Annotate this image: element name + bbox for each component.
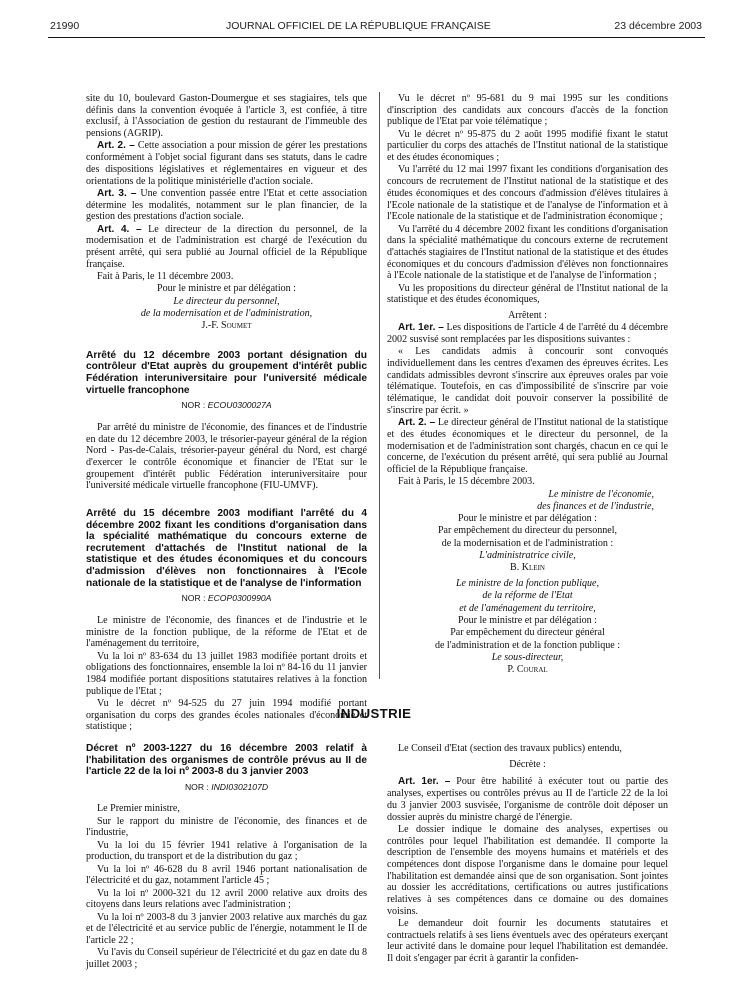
signature-line: Pour le ministre et par délégation :	[458, 614, 597, 626]
article-1	[387, 776, 668, 823]
decree-paragraph: Sur le rapport du ministre de l'économie, des finances et de l'industrie,	[86, 815, 367, 839]
article-text: Cette association a pour mission de gérer les prestations conformément à l'objet social figurant dans ses statuts, dans le cadre des dispositions législatives et réglementaires en vigueur et des orientations de la politique ministérielle d'action sociale.	[86, 140, 368, 187]
article-3	[86, 188, 367, 223]
decrete-heading: Décrète :	[509, 758, 546, 770]
place-date: Fait à Paris, le 15 décembre 2003.	[398, 476, 535, 488]
article-1	[387, 322, 668, 345]
signatory-name: P. Coural	[507, 664, 548, 676]
conseil-line: Le Conseil d'Etat (section des travaux publics) entendu,	[398, 743, 622, 754]
journal-title: JOURNAL OFFICIEL DE LA RÉPUBLIQUE FRANÇAISE	[226, 20, 491, 32]
signature-line: de l'administration et de la fonction publique :	[434, 639, 621, 651]
signature-line: de la réforme de l'Etat	[482, 590, 573, 602]
article-text: Le directeur général de l'Institut national de la statistique et des études économiques et le directeur du personnel, de la modernisation et de l'administration sont chargés, chacun en ce qui le concerne, de l'exécution du présent arrêté, qui sera publié au Journal officiel de la République française.	[387, 417, 669, 475]
signature-line: Le ministre de la fonction publique,	[455, 578, 600, 590]
visa-paragraph: Vu la loi nº 83-634 du 13 juillet 1983 modifiée portant droits et obligations des fonctionnaires, ensemble la loi nº 84-16 du 11 janvier 1984 modifiée portant dispositions statutaires relatives à la fonction publique de l'Etat ;	[86, 650, 367, 697]
nor-reference	[86, 593, 367, 605]
continuation-paragraph: site du 10, boulevard Gaston-Doumergue et ses stagiaires, tels que définis dans la convention évoquée à l'article 3, est confiée, à titre exclusif, à l'Association de gestion du restaurant de l'immeuble des pensions (AGRIP).	[86, 93, 367, 140]
arretent-heading: Arrêtent :	[508, 310, 547, 322]
article-text: Pour être habilité à exécuter tout ou partie des analyses, expertises ou contrôles prévus au II de l'article 22 de la loi du 3 janvier 2003 susvisée, l'organisme de contrôle doit déposer un dossier auprès du ministre chargé de l'énergie.	[387, 776, 669, 823]
article-label: Art. 2. –	[398, 417, 436, 429]
place-date: Fait à Paris, le 11 décembre 2003.	[97, 270, 234, 282]
article-label: Art. 3. –	[97, 187, 137, 199]
visa-paragraph: Vu l'arrêté du 4 décembre 2002 fixant les conditions d'organisation dans la spécialité mathématique du concours externe de recrutement d'attachés stagiaires de l'Institut national de la statistique et des études économiques et du concours d'admission d'élèves non fonctionnaires à l'Ecole nationale de la statistique et de l'analyse de l'information ;	[387, 223, 668, 282]
nor-label: NOR :	[184, 781, 209, 792]
nor-reference	[86, 400, 367, 412]
decision-title: Arrêté du 12 décembre 2003 portant désignation du contrôleur d'Etat auprès du groupement d'intérêt public Fédération interuniversitaire pour l'université médicale virtuelle francophone	[86, 349, 367, 396]
page-number: 21990	[50, 20, 80, 32]
signatory-name: J.-F. Soumet	[201, 320, 252, 332]
article-text: Le directeur de la direction du personnel, de la modernisation et de l'administration est chargé de l'exécution du présent arrêté, qui sera publié au Journal officiel de la République française.	[86, 223, 367, 270]
signature-line: Pour le ministre et par délégation :	[458, 513, 597, 525]
nor-value: ECOU0300027A	[207, 400, 272, 411]
decision-intro: Le ministre de l'économie, des finances et de l'industrie et le ministre de la fonction publique, de la réforme de l'Etat et de l'aménagement du territoire,	[86, 614, 367, 650]
visa-paragraph: Vu le décret nº 95-681 du 9 mai 1995 sur les conditions d'inscription des candidats aux concours d'accès de la fonction publique de l'Etat par voie télématique ;	[387, 93, 668, 128]
header-rule	[48, 37, 705, 38]
decree-paragraph: Le demandeur doit fournir les documents statutaires et contractuels relatifs à ses liens éventuels avec des opérateurs exerçant leur activité dans le domaine pour lequel l'habilitation est demandée. Il doit s'engager par écrit à garantir la confiden-	[387, 918, 668, 965]
nor-value: ECOP0300990A	[207, 593, 272, 604]
article-label: Art. 2. –	[97, 140, 135, 152]
nor-value: INDI0302107D	[211, 781, 269, 792]
signature-line: de la modernisation et de l'administration,	[140, 307, 313, 319]
decree-paragraph: Le dossier indique le domaine des analyses, expertises ou contrôles pour lequel l'habilitation est demandée. Il comporte la description de l'ensemble des moyens humains et matériels et des compétences dont dispose l'organisme dans le domaine pour lequel l'habilitation est demandée ainsi que de son organisation. Sont jointes au dossier les accréditations, certifications ou autres justifications relatives à ses compétences dans ce domaine ou des domaines voisins.	[387, 823, 668, 917]
signature-line: L'administratrice civile,	[479, 550, 576, 562]
decree-paragraph: Le Premier ministre,	[97, 803, 180, 815]
upper-right-column	[387, 93, 668, 676]
running-header	[0, 0, 748, 40]
column-rule	[379, 92, 380, 679]
signature-line: et de l'aménagement du territoire,	[459, 602, 596, 614]
visa-paragraph: Vu le décret nº 94-525 du 27 juin 1994 modifié portant organisation du corps des grandes écoles nationales d'économie et statistique ;	[86, 698, 367, 733]
upper-left-column	[86, 93, 367, 734]
lower-left-column	[86, 733, 367, 971]
decree-paragraph: Vu l'avis du Conseil supérieur de l'électricité et du gaz en date du 8 juillet 2003 ;	[86, 947, 367, 971]
signature-line: Le sous-directeur,	[491, 651, 564, 663]
article-2	[387, 417, 668, 476]
section-heading: INDUSTRIE	[336, 706, 412, 721]
signatory-name: B. Klein	[510, 562, 545, 574]
decree-title: Décret nº 2003-1227 du 16 décembre 2003 relatif à l'habilitation des organismes de contrôle prévus au II de l'article 22 de la loi nº 2003-8 du 3 janvier 2003	[86, 743, 367, 778]
quoted-provision: « Les candidats admis à concourir sont convoqués individuellement dans les centres d'examen des épreuves écrites. Les candidats admissibles devront s'inscrire aux épreuves orales par voie télématique. Toutefois, en cas d'impossibilité de s'inscrire par voie télématique, le candidat doit pouvoir conserver la possibilité de s'inscrire par écrit. »	[387, 346, 668, 416]
signature-line: de la modernisation et de l'administration :	[441, 537, 614, 549]
signature-line: Le ministre de l'économie,	[548, 488, 654, 500]
nor-label: NOR :	[181, 593, 206, 604]
decree-paragraph: Vu la loi nº 46-628 du 8 avril 1946 portant nationalisation de l'électricité et du gaz, notamment l'article 45 ;	[86, 863, 367, 887]
article-text: Les dispositions de l'article 4 de l'arrêté du 4 décembre 2002 susvisé sont remplacées par les dispositions suivantes :	[387, 322, 668, 346]
decree-paragraph: Vu la loi du 15 février 1941 relative à l'organisation de la production, du transport et de la distribution du gaz ;	[86, 839, 367, 863]
decision-title: Arrêté du 15 décembre 2003 modifiant l'arrêté du 4 décembre 2002 fixant les conditions d'organisation dans la spécialité mathématique du concours externe de recrutement d'attachés de l'Institut national de la statistique et des études économiques et du concours d'admission d'élèves non fonctionnaires à l'Ecole nationale de la statistique et de l'analyse de l'information	[86, 508, 367, 589]
article-text: Une convention passée entre l'Etat et cette association détermine les modalités, notamment sur le plan financier, de la gestion des prestations d'action sociale.	[86, 187, 367, 223]
article-2	[86, 140, 367, 187]
decree-paragraph: Vu la loi nº 2003-8 du 3 janvier 2003 relative aux marchés du gaz et de l'électricité et au service public de l'énergie, notamment le II de l'article 22 ;	[86, 911, 367, 947]
visa-paragraph: Vu le décret nº 95-875 du 2 août 1995 modifié fixant le statut particulier du corps des attachés de l'Institut national de la statistique et des études économiques ;	[387, 128, 668, 164]
article-4	[86, 224, 367, 271]
visa-paragraph: Vu l'arrêté du 12 mai 1997 fixant les conditions d'organisation des concours de recrutement de l'Institut national de la statistique et des études économiques et des concours d'admission d'élèves titulaires à l'Ecole nationale de la statistique et de l'analyse de l'information et à l'Ecole nationale de la statistique et de l'administration économique ;	[387, 164, 668, 223]
decision-body: Par arrêté du ministre de l'économie, des finances et de l'industrie en date du 12 décembre 2003, le trésorier-payeur général de la région Nord - Pas-de-Calais, trésorier-payeur général du Nord, est chargé d'exercer le contrôle économique et financier de l'Etat sur le groupement d'intérêt public Fédération interuniversitaire pour l'université médicale virtuelle francophone (FIU-UMVF).	[86, 421, 367, 492]
signature-line: Le directeur du personnel,	[173, 295, 280, 307]
signature-line: Par empêchement du directeur général	[450, 627, 605, 639]
issue-date: 23 décembre 2003	[614, 20, 702, 32]
decree-paragraph: Vu la loi nº 2000-321 du 12 avril 2000 relative aux droits des citoyens dans leurs relations avec l'administration ;	[86, 887, 367, 911]
article-label: Art. 1er. –	[398, 322, 444, 334]
signature-line: Pour le ministre et par délégation :	[157, 283, 296, 295]
signature-line: des finances et de l'industrie,	[537, 500, 654, 512]
lower-right-column	[387, 743, 668, 965]
signature-line: Par empêchement du directeur du personnel,	[437, 525, 618, 537]
visa-paragraph: Vu les propositions du directeur général de l'Institut national de la statistique et des études économiques,	[387, 282, 668, 306]
nor-label: NOR :	[181, 400, 206, 411]
nor-reference	[86, 782, 367, 794]
article-label: Art. 1er. –	[398, 776, 451, 788]
article-label: Art. 4. –	[97, 223, 142, 235]
